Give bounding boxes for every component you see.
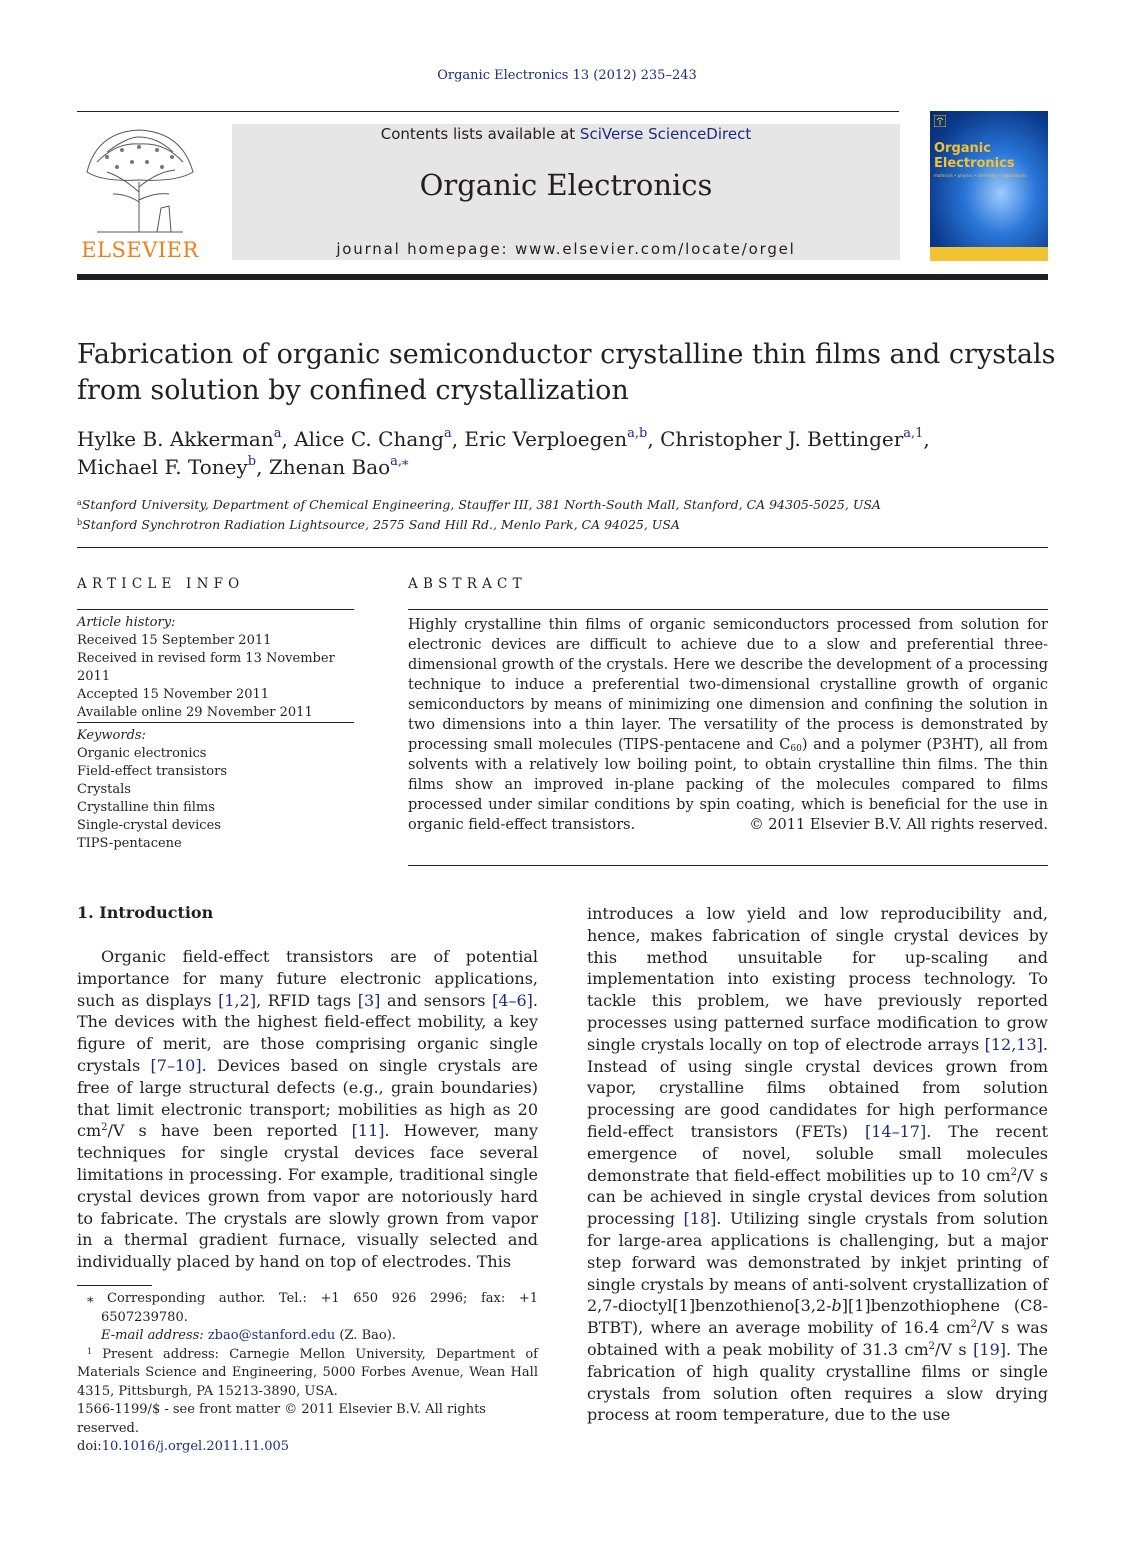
keyword-item: TIPS-pentacene bbox=[77, 836, 182, 851]
superscript: 2 bbox=[928, 1340, 935, 1352]
affiliation-text: Stanford Synchrotron Radiation Lightsource, 2575 Sand Hill Rd., Menlo Park, CA 94025, USA bbox=[82, 517, 680, 532]
history-item: Received in revised form 13 November 2011 bbox=[77, 651, 335, 684]
paragraph bbox=[77, 946, 538, 1273]
paragraph bbox=[587, 903, 1048, 1426]
affiliation-mark: a bbox=[77, 498, 82, 507]
section-rule bbox=[408, 609, 1048, 610]
text-run: , RFID tags bbox=[256, 990, 358, 1010]
citation-link[interactable]: [11] bbox=[351, 1121, 385, 1141]
keyword-item: Crystals bbox=[77, 782, 131, 797]
citation-link[interactable]: [3] bbox=[357, 990, 381, 1010]
footnotes bbox=[77, 1290, 538, 1401]
citation-link[interactable]: [12,13] bbox=[984, 1034, 1043, 1054]
citation-link[interactable]: [7–10] bbox=[150, 1055, 202, 1075]
cover-title: Organic Electronics bbox=[934, 141, 1015, 171]
header-rule bbox=[77, 111, 899, 112]
text-run: . Devices based on single crystals are free of large structural defects (e.g., grain boundaries) that limit electronic transport; mobilities as high as 20 cm bbox=[77, 1055, 538, 1141]
keywords-label: Keywords: bbox=[77, 728, 146, 743]
text-run: . The devices with the highest field-effect mobility, a key figure of merit, are those comprising organic single crystals bbox=[77, 990, 539, 1075]
journal-title: Organic Electronics bbox=[419, 168, 713, 202]
footnote-text: Present address: Carnegie Mellon University, Department of Materials Science and Engineering, 5000 Forbes Avenue, Wean Hall 4315, Pittsburgh, PA 15213-3890, USA. bbox=[77, 1346, 538, 1399]
body-column-right bbox=[587, 903, 1048, 1426]
section-rule bbox=[77, 547, 1048, 548]
text-run: . Utilizing single crystals from solution for large-area applications is challenging, but a major step forward was demonstrated by inkjet printing of single crystals by means of anti-solvent crystallization of 2,7-dioctyl[1]benzothieno[3,2- bbox=[587, 1209, 1048, 1316]
keyword-item: Single-crystal devices bbox=[77, 818, 221, 833]
affiliation-mark: b bbox=[77, 518, 83, 527]
history-item: Received 15 September 2011 bbox=[77, 633, 272, 648]
affiliation-item bbox=[77, 494, 1057, 514]
author-name: Michael F. Toney bbox=[77, 455, 248, 479]
doi-link[interactable]: 10.1016/j.orgel.2011.11.005 bbox=[101, 1439, 290, 1454]
citation-link[interactable]: [14–17] bbox=[864, 1121, 927, 1141]
email-link[interactable]: zbao@stanford.edu bbox=[207, 1328, 336, 1343]
author-separator: , bbox=[451, 427, 465, 451]
article-title: Fabrication of organic semiconductor crystalline thin films and crystals from solution by confined crystallization bbox=[77, 339, 1056, 406]
affiliation-item bbox=[77, 514, 1057, 534]
text-run: /V s have been reported bbox=[107, 1121, 352, 1141]
citation-link[interactable]: [1,2] bbox=[218, 990, 257, 1010]
abstract-heading: ABSTRACT bbox=[408, 576, 527, 592]
text-run: . The fabrication of high quality crystalline films or single crystals from solution often requires a slow drying process at room temperature, due to the use bbox=[587, 1339, 1049, 1425]
issn-doi-block bbox=[77, 1401, 547, 1457]
author-name: Alice C. Chang bbox=[294, 427, 444, 451]
tree-icon bbox=[77, 122, 203, 234]
section-rule bbox=[77, 609, 354, 610]
abstract-text bbox=[408, 615, 1048, 835]
footnote-mark: 1 bbox=[87, 1346, 93, 1356]
author-separator: , bbox=[256, 455, 269, 479]
italic-text: b bbox=[831, 1296, 842, 1316]
text-run: introduces a low yield and low reproducibility and, hence, makes fabrication of single crystal devices by this method unsuitable for up-scaling and implementation into existing process technology. To tackle this problem, we have previously reported processes using patterned surface modification to grow single crystals locally on top of electrode arrays bbox=[587, 904, 1048, 1054]
sciencedirect-link[interactable]: SciVerse ScienceDirect bbox=[579, 125, 752, 143]
footnote-mark: ⁎ bbox=[87, 1291, 94, 1306]
text-run: /V s was obtained with a peak mobility of 31.3 cm bbox=[587, 1318, 1048, 1359]
author-separator: , bbox=[281, 427, 295, 451]
text-run: ][1]benzothiophene (C8-BTBT), where an average mobility of 16.4 cm bbox=[587, 1296, 1048, 1338]
text-run: . However, many techniques for single crystal devices face several limitations in processing. For example, traditional single crystal devices grown from vapor are notoriously hard to fabricate. The crystals are slowly grown from vapor in a thermal gradient furnace, visually selected and individually placed by hand on top of electrodes. This bbox=[77, 1121, 538, 1272]
section-rule bbox=[408, 865, 1048, 866]
keywords bbox=[77, 727, 367, 853]
article-info-heading: ARTICLE INFO bbox=[77, 576, 245, 592]
elsevier-logo bbox=[77, 122, 203, 262]
footnote-text: (Z. Bao). bbox=[335, 1328, 396, 1343]
author-separator: , bbox=[923, 427, 930, 451]
affiliation-text: Stanford University, Department of Chemical Engineering, Stauffer III, 381 North-South Mall, Stanford, CA 94305-5025, USA bbox=[81, 497, 881, 512]
publisher-name: ELSEVIER bbox=[81, 238, 199, 262]
citation-link[interactable]: [4–6] bbox=[492, 990, 533, 1010]
author-affil-mark[interactable]: a,⁎ bbox=[390, 454, 409, 469]
affiliations bbox=[77, 494, 1057, 534]
history-label: Article history: bbox=[77, 615, 176, 630]
doi-prefix: doi: bbox=[77, 1439, 102, 1454]
doi-line bbox=[77, 1438, 547, 1457]
issn-line: 1566-1199/$ - see front matter © 2011 Elsevier B.V. All rights reserved. bbox=[77, 1402, 486, 1436]
footnote-present-address bbox=[77, 1346, 538, 1402]
footnote-text: Corresponding author. Tel.: +1 650 926 2996; fax: +1 6507239780. bbox=[93, 1291, 538, 1325]
elsevier-mark-icon bbox=[934, 115, 946, 127]
author-separator: , bbox=[647, 427, 661, 451]
journal-reference[interactable]: Organic Electronics 13 (2012) 235–243 bbox=[437, 68, 697, 83]
citation-link[interactable]: [19] bbox=[973, 1339, 1006, 1359]
superscript: 2 bbox=[101, 1122, 108, 1134]
author-name: Zhenan Bao bbox=[268, 455, 391, 479]
text-run: Organic field-effect transistors are of potential importance for many future electronic applications, such as displays bbox=[77, 947, 538, 1010]
section-rule bbox=[77, 722, 354, 723]
abstract-copyright: © 2011 Elsevier B.V. All rights reserved. bbox=[749, 817, 1048, 833]
keyword-item: Field-effect transistors bbox=[77, 764, 228, 779]
journal-banner bbox=[232, 124, 900, 260]
history-item: Accepted 15 November 2011 bbox=[77, 687, 270, 702]
abstract-part: Highly crystalline thin films of organic semiconductors processed from solution for electronic devices are difficult to achieve due to a slow and preferential three-dimensional growth of the crystals. Here we describe the development of a processing technique to induce a preferential two-dimensional crystalline growth of organic semiconductors by means of minimizing one dimension and confining the solution in two dimensions into a thin layer. The versatility of the process is demonstrated by processing small molecules (TIPS-pentacene and C bbox=[408, 617, 1048, 753]
cover-subtitle: materials • physics • chemistry • applications bbox=[934, 173, 1027, 178]
header-thick-rule bbox=[77, 274, 1048, 280]
body-column-left bbox=[77, 946, 538, 1273]
author-affil-mark[interactable]: a bbox=[443, 426, 452, 441]
footnote-rule bbox=[77, 1285, 152, 1286]
author-affil-mark[interactable]: a bbox=[273, 426, 282, 441]
keyword-item: Organic electronics bbox=[77, 746, 207, 761]
author-name: Hylke B. Akkerman bbox=[77, 427, 274, 451]
footnote-corresponding bbox=[77, 1290, 538, 1327]
text-run: and sensors bbox=[380, 990, 493, 1010]
keyword-item: Crystalline thin films bbox=[77, 800, 215, 815]
text-run: /V s bbox=[935, 1339, 974, 1359]
text-run: . Instead of using single crystal devices grown from vapor, crystalline films obtained from solution processing are good candidates for high performance field-effect transistors (FETs) bbox=[587, 1034, 1048, 1141]
cover-bar bbox=[930, 247, 1048, 261]
author-name: Christopher J. Bettinger bbox=[660, 427, 904, 451]
article-history bbox=[77, 614, 367, 722]
contents-line bbox=[232, 125, 900, 143]
text-run: . The recent emergence of novel, soluble small molecules demonstrate that field-effect mobilities up to 10 cm bbox=[587, 1121, 1049, 1185]
author-list bbox=[77, 425, 1057, 481]
journal-cover-image bbox=[930, 111, 1048, 261]
citation-link[interactable]: [18] bbox=[683, 1209, 717, 1229]
abstract-part: ) and a polymer (P3HT), all from solvents with a relatively low boiling point, to obtain crystalline thin films. The thin films show an improved in-plane packing of the molecules compared to films processed under similar conditions by spin coating, which is beneficial for the use in organic field-effect transistors. bbox=[408, 737, 1049, 833]
contents-prefix: Contents lists available at bbox=[380, 125, 580, 143]
author-affil-mark[interactable]: b bbox=[247, 454, 257, 469]
author-affil-mark[interactable]: a,1 bbox=[903, 426, 924, 441]
subscript: 60 bbox=[790, 744, 802, 754]
journal-homepage[interactable]: journal homepage: www.elsevier.com/locate/orgel bbox=[336, 240, 796, 258]
author-affil-mark[interactable]: a,b bbox=[627, 426, 648, 441]
superscript: 2 bbox=[970, 1319, 977, 1331]
text-run: /V s can be achieved in single crystal devices from solution processing bbox=[587, 1165, 1048, 1229]
section-heading-introduction: 1. Introduction bbox=[77, 903, 214, 922]
footnote-email bbox=[77, 1327, 538, 1346]
email-label: E-mail address: bbox=[101, 1328, 204, 1343]
superscript: 2 bbox=[1010, 1166, 1017, 1178]
history-item: Available online 29 November 2011 bbox=[77, 705, 313, 720]
author-name: Eric Verploegen bbox=[464, 427, 628, 451]
